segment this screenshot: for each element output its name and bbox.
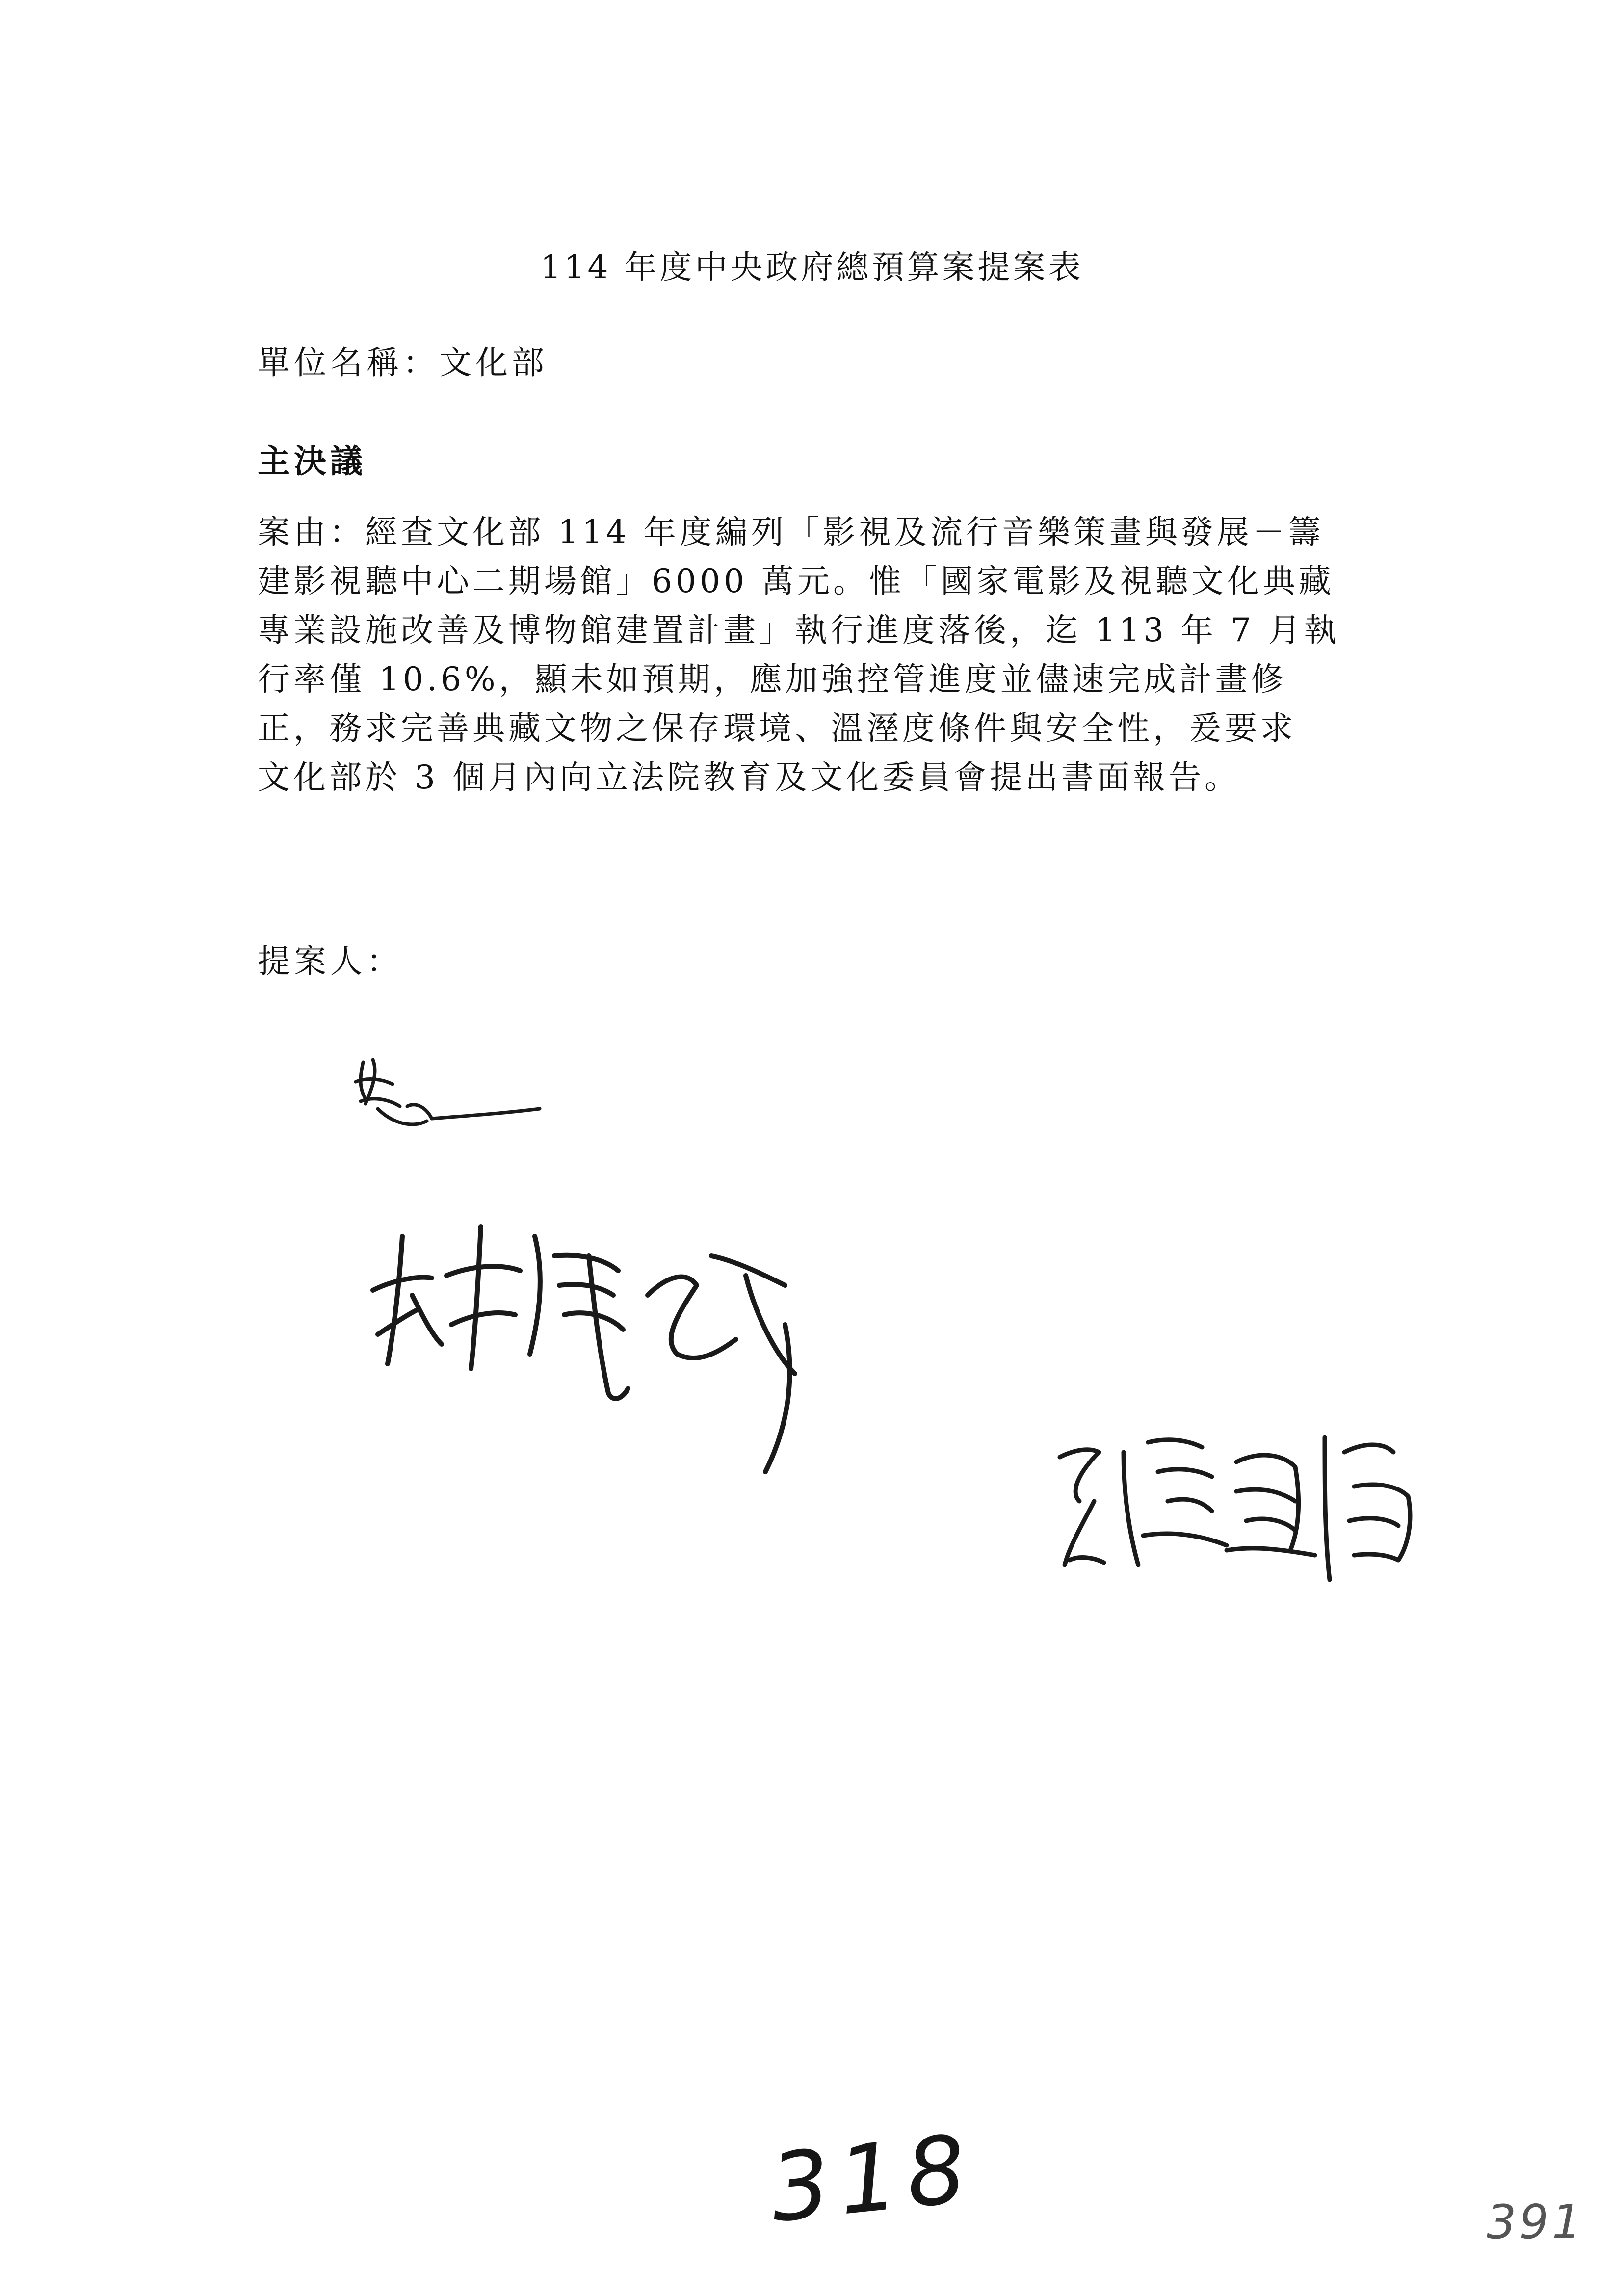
unit-name-line: 單位名稱：文化部 [258,344,548,382]
reason-line: 專業設施改善及博物館建置計畫」執行進度落後，迄 113 年 7 月執 [258,611,1340,649]
corner-page-number: 391 [1487,2195,1585,2249]
signature-2 [373,1226,795,1472]
reason-line: 正，務求完善典藏文物之保存環境、溫溼度條件與安全性，爰要求 [258,709,1296,747]
document-title: 114 年度中央政府總預算案提案表 [540,248,1084,286]
reason-line: 行率僅 10.6%，顯未如預期，應加強控管進度並儘速完成計畫修 [258,660,1287,698]
reason-line: 建影視聽中心二期場館」6000 萬元。惟「國家電影及視聽文化典藏 [258,562,1335,600]
handwritten-page-number: 318 [765,2113,980,2244]
proposer-label: 提案人： [258,942,403,980]
main-resolution-heading: 主決議 [258,442,367,480]
reason-line: 案由：經查文化部 114 年度編列「影視及流行音樂策畫與發展－籌 [258,513,1324,551]
signature-1 [356,1060,540,1124]
reason-line: 文化部於 3 個月內向立法院教育及文化委員會提出書面報告。 [258,758,1240,796]
signature-3 [1060,1437,1410,1580]
